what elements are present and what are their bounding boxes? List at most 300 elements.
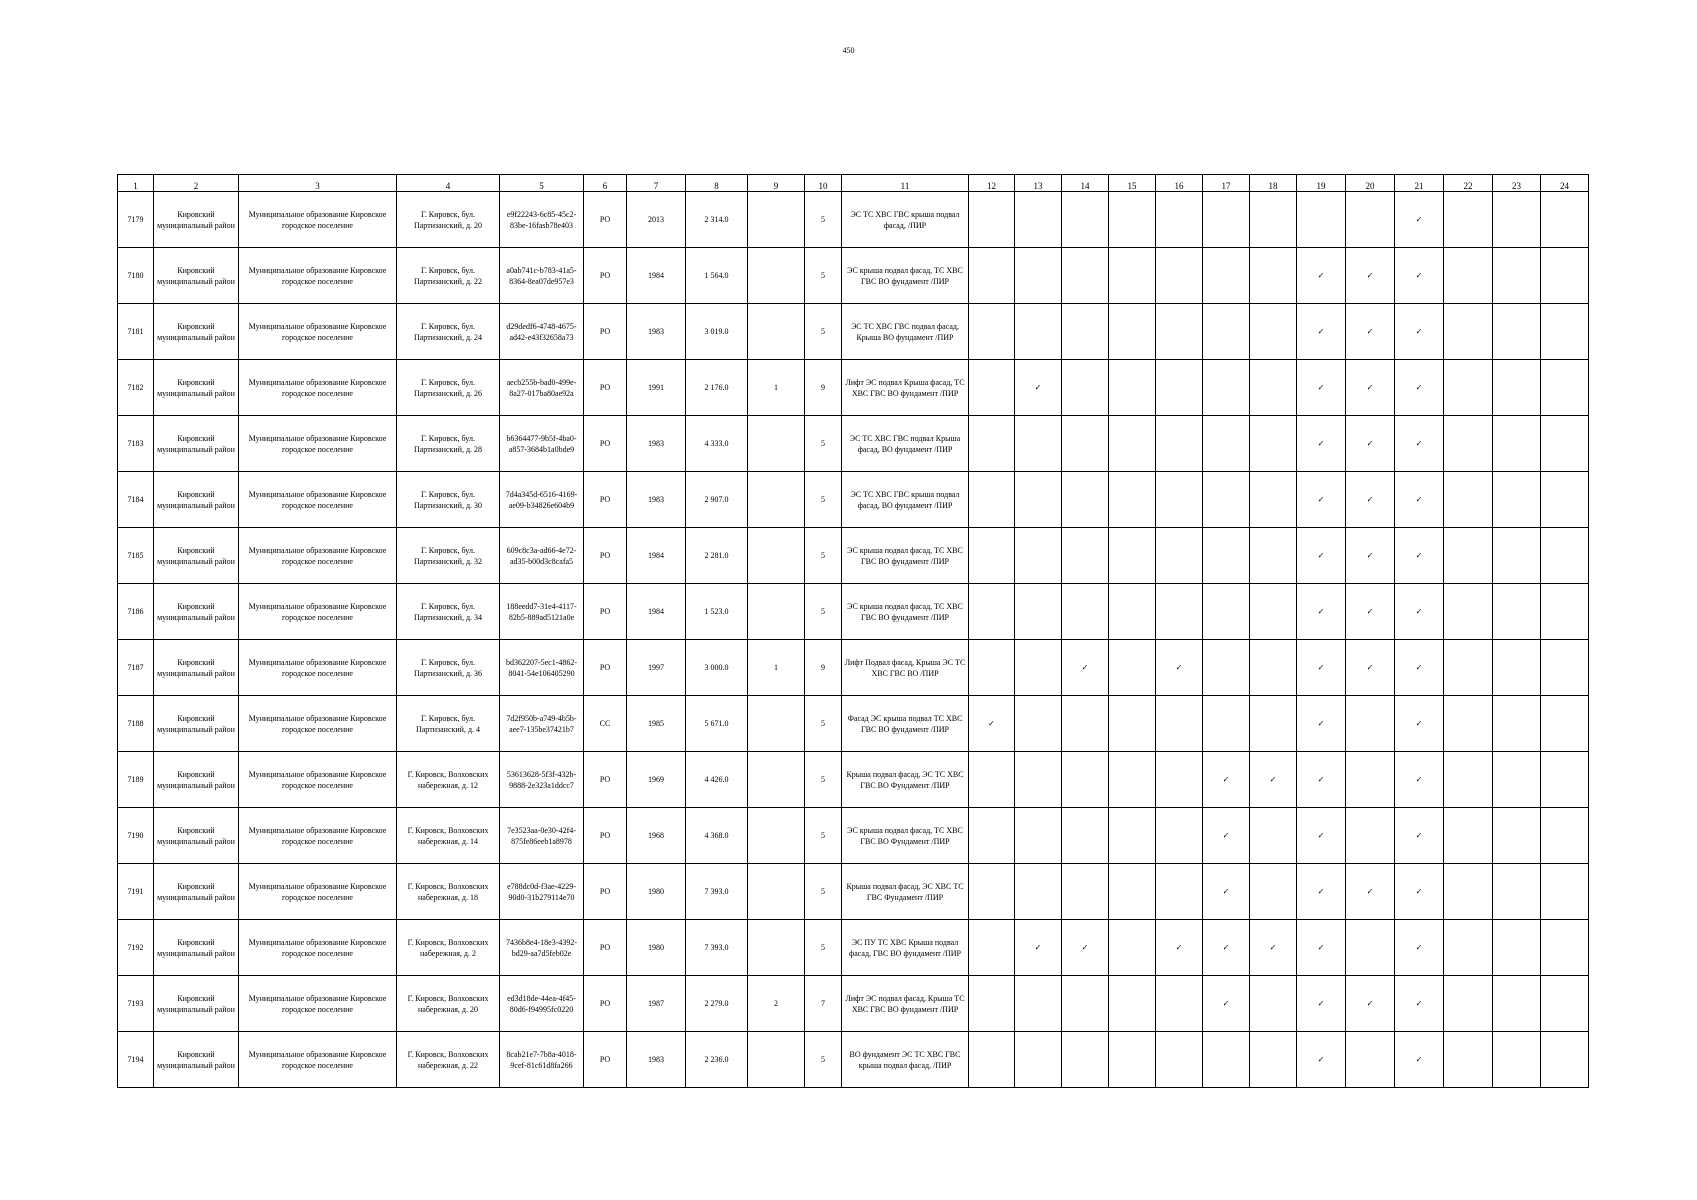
work-column-20-cell [1346,584,1395,640]
work-column-15-cell [1109,920,1156,976]
check-mark-icon: ✓ [1222,831,1230,840]
type-cell: РО [584,864,627,920]
work-column-24-cell [1541,752,1589,808]
work-column-12-cell [969,752,1015,808]
address-cell: Г. Кировск, бул. Партизанский, д. 36 [397,640,500,696]
year-cell: 1984 [627,528,686,584]
municipality-cell: Муниципальное образование Кировское городское поселение [239,416,397,472]
works-cell: ЭС ТС ХВС ГВС крыша подвал фасад, ВО фундамент /ПИР [842,472,969,528]
work-column-18-cell [1250,976,1297,1032]
work-column-17-cell [1203,864,1250,920]
work-column-24-cell [1541,920,1589,976]
type-cell: РО [584,416,627,472]
lift-count-cell: 1 [748,360,805,416]
district-cell: Кировский муниципальный район [154,304,239,360]
column-number: 19 [1297,175,1346,192]
work-column-15-cell [1109,584,1156,640]
check-mark-icon: ✓ [1366,551,1374,560]
district-cell: Кировский муниципальный район [154,976,239,1032]
work-column-23-cell [1493,976,1541,1032]
work-column-22-cell [1444,304,1493,360]
address-cell: Г. Кировск, бул. Партизанский, д. 4 [397,696,500,752]
area-cell: 2 176.0 [686,360,748,416]
work-column-20-cell [1346,304,1395,360]
district-cell: Кировский муниципальный район [154,864,239,920]
check-mark-icon: ✓ [1415,831,1423,840]
work-column-15-cell [1109,752,1156,808]
work-column-20-cell [1346,472,1395,528]
work-column-16-cell [1156,864,1203,920]
area-cell: 2 236.0 [686,1032,748,1088]
work-column-17-cell [1203,360,1250,416]
check-mark-icon: ✓ [1415,607,1423,616]
lift-count-cell [748,192,805,248]
year-cell: 1968 [627,808,686,864]
work-column-22-cell [1444,808,1493,864]
work-column-24-cell [1541,808,1589,864]
lift-count-cell [748,304,805,360]
check-mark-icon: ✓ [1366,495,1374,504]
column-number: 6 [584,175,627,192]
column-number: 2 [154,175,239,192]
object-code-cell: 609c8c3a-ad66-4e72-ad35-b00d3c8cafa5 [500,528,584,584]
check-mark-icon: ✓ [1222,887,1230,896]
lift-count-cell: 2 [748,976,805,1032]
table-row [118,752,1589,808]
check-mark-icon: ✓ [1366,663,1374,672]
page-number: 450 [842,46,855,55]
column-number: 13 [1015,175,1062,192]
check-mark-icon: ✓ [1317,943,1325,952]
work-column-24-cell [1541,360,1589,416]
municipality-cell: Муниципальное образование Кировское городское поселение [239,808,397,864]
object-code-cell: a0ab741c-b783-41a5-8364-8ea07de957e3 [500,248,584,304]
work-column-23-cell [1493,416,1541,472]
work-column-20-cell [1346,752,1395,808]
district-cell: Кировский муниципальный район [154,920,239,976]
year-cell: 1985 [627,696,686,752]
floors-cell: 5 [805,248,842,304]
check-mark-icon: ✓ [1175,943,1183,952]
works-cell: Лифт Подвал фасад, Крыша ЭС ТС ХВС ГВС ВО /ПИР [842,640,969,696]
work-column-13-cell [1015,976,1062,1032]
work-column-19-cell [1297,192,1346,248]
check-mark-icon: ✓ [1269,943,1277,952]
lift-count-cell [748,584,805,640]
address-cell: Г. Кировск, Волховских набережная, д. 2 [397,920,500,976]
floors-cell: 7 [805,976,842,1032]
type-cell: РО [584,584,627,640]
check-mark-icon: ✓ [1366,607,1374,616]
work-column-12-cell [969,416,1015,472]
work-column-21-cell [1395,472,1444,528]
type-cell: РО [584,360,627,416]
work-column-17-cell [1203,696,1250,752]
work-column-21-cell [1395,752,1444,808]
work-column-15-cell [1109,976,1156,1032]
table-row [118,304,1589,360]
check-mark-icon: ✓ [1366,383,1374,392]
work-column-19-cell [1297,920,1346,976]
work-column-24-cell [1541,864,1589,920]
type-cell: РО [584,1032,627,1088]
row-number: 7181 [118,304,154,360]
check-mark-icon: ✓ [1366,327,1374,336]
work-column-14-cell [1062,976,1109,1032]
floors-cell: 9 [805,360,842,416]
table-row [118,696,1589,752]
check-mark-icon: ✓ [1415,551,1423,560]
work-column-24-cell [1541,584,1589,640]
work-column-19-cell [1297,864,1346,920]
work-column-14-cell [1062,192,1109,248]
object-code-cell: e788dc0d-f3ae-4229-90d0-31b279114e70 [500,864,584,920]
municipality-cell: Муниципальное образование Кировское городское поселение [239,920,397,976]
work-column-23-cell [1493,192,1541,248]
work-column-22-cell [1444,472,1493,528]
work-column-20-cell [1346,528,1395,584]
work-column-23-cell [1493,472,1541,528]
work-column-17-cell [1203,416,1250,472]
check-mark-icon: ✓ [1415,887,1423,896]
floors-cell: 5 [805,920,842,976]
work-column-21-cell [1395,976,1444,1032]
address-cell: Г. Кировск, бул. Партизанский, д. 30 [397,472,500,528]
check-mark-icon: ✓ [1366,439,1374,448]
check-mark-icon: ✓ [988,719,995,728]
floors-cell: 5 [805,696,842,752]
district-cell: Кировский муниципальный район [154,584,239,640]
works-cell: ЭС ТС ХВС ГВС подвал Крыша фасад, ВО фундамент /ПИР [842,416,969,472]
work-column-20-cell [1346,920,1395,976]
work-column-12-cell [969,1032,1015,1088]
work-column-19-cell [1297,360,1346,416]
column-number: 16 [1156,175,1203,192]
work-column-24-cell [1541,472,1589,528]
work-column-21-cell [1395,248,1444,304]
area-cell: 4 333.0 [686,416,748,472]
table-row [118,416,1589,472]
type-cell: РО [584,976,627,1032]
municipality-cell: Муниципальное образование Кировское городское поселение [239,752,397,808]
check-mark-icon: ✓ [1317,495,1325,504]
area-cell: 4 426.0 [686,752,748,808]
work-column-16-cell [1156,920,1203,976]
work-column-17-cell [1203,1032,1250,1088]
work-column-23-cell [1493,248,1541,304]
work-column-24-cell [1541,248,1589,304]
table-row [118,1032,1589,1088]
municipality-cell: Муниципальное образование Кировское городское поселение [239,360,397,416]
work-column-19-cell [1297,696,1346,752]
work-column-16-cell [1156,360,1203,416]
work-column-15-cell [1109,360,1156,416]
work-column-15-cell [1109,696,1156,752]
work-column-13-cell [1015,752,1062,808]
column-number: 8 [686,175,748,192]
work-column-15-cell [1109,472,1156,528]
check-mark-icon: ✓ [1415,215,1423,224]
floors-cell: 5 [805,584,842,640]
work-column-18-cell [1250,752,1297,808]
work-column-12-cell [969,248,1015,304]
work-column-15-cell [1109,528,1156,584]
floors-cell: 5 [805,304,842,360]
work-column-12-cell [969,640,1015,696]
check-mark-icon: ✓ [1415,271,1423,280]
area-cell: 3 000.0 [686,640,748,696]
work-column-14-cell [1062,416,1109,472]
work-column-20-cell [1346,416,1395,472]
object-code-cell: d29dedf6-4748-4675-ad42-e43f32658a73 [500,304,584,360]
type-cell: РО [584,472,627,528]
municipality-cell: Муниципальное образование Кировское городское поселение [239,528,397,584]
check-mark-icon: ✓ [1415,439,1423,448]
check-mark-icon: ✓ [1317,831,1325,840]
work-column-23-cell [1493,864,1541,920]
work-column-14-cell [1062,360,1109,416]
work-column-13-cell [1015,864,1062,920]
area-cell: 2 907.0 [686,472,748,528]
work-column-21-cell [1395,1032,1444,1088]
work-column-22-cell [1444,864,1493,920]
work-column-14-cell [1062,1032,1109,1088]
type-cell: РО [584,248,627,304]
type-cell: РО [584,920,627,976]
work-column-14-cell [1062,248,1109,304]
lift-count-cell [748,472,805,528]
work-column-15-cell [1109,808,1156,864]
lift-count-cell [748,864,805,920]
column-number: 1 [118,175,154,192]
work-column-12-cell [969,584,1015,640]
column-number: 20 [1346,175,1395,192]
work-column-14-cell [1062,528,1109,584]
check-mark-icon: ✓ [1317,887,1325,896]
row-number: 7188 [118,696,154,752]
work-column-21-cell [1395,360,1444,416]
work-column-17-cell [1203,304,1250,360]
works-cell: ЭС ТС ХВС ГВС крыша подвал фасад, /ПИР [842,192,969,248]
area-cell: 4 368.0 [686,808,748,864]
area-cell: 2 314.0 [686,192,748,248]
column-number: 14 [1062,175,1109,192]
type-cell: РО [584,528,627,584]
work-column-13-cell [1015,360,1062,416]
work-column-18-cell [1250,640,1297,696]
work-column-22-cell [1444,752,1493,808]
work-column-23-cell [1493,304,1541,360]
works-cell: ВО фундамент ЭС ТС ХВС ГВС крыша подвал фасад, /ПИР [842,1032,969,1088]
row-number: 7189 [118,752,154,808]
work-column-24-cell [1541,304,1589,360]
work-column-14-cell [1062,304,1109,360]
column-number: 3 [239,175,397,192]
row-number: 7179 [118,192,154,248]
column-number: 11 [842,175,969,192]
work-column-18-cell [1250,808,1297,864]
row-number: 7183 [118,416,154,472]
address-cell: Г. Кировск, Волховских набережная, д. 12 [397,752,500,808]
year-cell: 2013 [627,192,686,248]
work-column-18-cell [1250,304,1297,360]
work-column-22-cell [1444,976,1493,1032]
work-column-16-cell [1156,472,1203,528]
type-cell: РО [584,752,627,808]
work-column-13-cell [1015,1032,1062,1088]
year-cell: 1984 [627,584,686,640]
work-column-15-cell [1109,1032,1156,1088]
work-column-24-cell [1541,1032,1589,1088]
works-cell: ЭС крыша подвал фасад, ТС ХВС ГВС ВО фундамент /ПИР [842,248,969,304]
work-column-21-cell [1395,528,1444,584]
check-mark-icon: ✓ [1415,775,1423,784]
work-column-20-cell [1346,808,1395,864]
work-column-19-cell [1297,304,1346,360]
check-mark-icon: ✓ [1317,551,1325,560]
works-cell: Крыша подвал фасад, ЭС ХВС ТС ГВС Фундамент /ПИР [842,864,969,920]
work-column-15-cell [1109,416,1156,472]
object-code-cell: b6364477-9b5f-4ba0-a857-3684b1a0bde9 [500,416,584,472]
work-column-17-cell [1203,752,1250,808]
table-row [118,808,1589,864]
row-number: 7194 [118,1032,154,1088]
row-number: 7193 [118,976,154,1032]
check-mark-icon: ✓ [1269,775,1277,784]
work-column-12-cell [969,696,1015,752]
work-column-19-cell [1297,752,1346,808]
district-cell: Кировский муниципальный район [154,752,239,808]
work-column-16-cell [1156,640,1203,696]
work-column-13-cell [1015,528,1062,584]
work-column-18-cell [1250,248,1297,304]
work-column-22-cell [1444,192,1493,248]
work-column-12-cell [969,920,1015,976]
district-cell: Кировский муниципальный район [154,472,239,528]
work-column-21-cell [1395,640,1444,696]
row-number: 7187 [118,640,154,696]
lift-count-cell [748,528,805,584]
address-cell: Г. Кировск, Волховских набережная, д. 18 [397,864,500,920]
work-column-15-cell [1109,640,1156,696]
column-number: 23 [1493,175,1541,192]
check-mark-icon: ✓ [1317,999,1325,1008]
table-row [118,360,1589,416]
column-number: 15 [1109,175,1156,192]
work-column-17-cell [1203,976,1250,1032]
work-column-16-cell [1156,752,1203,808]
check-mark-icon: ✓ [1415,663,1423,672]
work-column-19-cell [1297,416,1346,472]
work-column-19-cell [1297,976,1346,1032]
work-column-13-cell [1015,472,1062,528]
check-mark-icon: ✓ [1415,383,1423,392]
work-column-22-cell [1444,696,1493,752]
work-column-17-cell [1203,472,1250,528]
year-cell: 1983 [627,416,686,472]
check-mark-icon: ✓ [1415,495,1423,504]
work-column-17-cell [1203,584,1250,640]
row-number: 7192 [118,920,154,976]
work-column-20-cell [1346,864,1395,920]
work-column-12-cell [969,304,1015,360]
check-mark-icon: ✓ [1317,719,1325,728]
work-column-14-cell [1062,864,1109,920]
work-column-14-cell [1062,920,1109,976]
address-cell: Г. Кировск, бул. Партизанский, д. 24 [397,304,500,360]
type-cell: РО [584,640,627,696]
area-cell: 1 523.0 [686,584,748,640]
work-column-21-cell [1395,808,1444,864]
municipality-cell: Муниципальное образование Кировское городское поселение [239,1032,397,1088]
check-mark-icon: ✓ [1317,327,1325,336]
table-row [118,976,1589,1032]
floors-cell: 5 [805,472,842,528]
work-column-18-cell [1250,864,1297,920]
object-code-cell: 7e3523aa-0e30-42f4-875fe86eeb1a8978 [500,808,584,864]
work-column-23-cell [1493,920,1541,976]
work-column-12-cell [969,864,1015,920]
work-column-22-cell [1444,920,1493,976]
check-mark-icon: ✓ [1317,663,1325,672]
lift-count-cell: 1 [748,640,805,696]
column-number: 22 [1444,175,1493,192]
work-column-24-cell [1541,528,1589,584]
floors-cell: 9 [805,640,842,696]
row-number: 7186 [118,584,154,640]
district-cell: Кировский муниципальный район [154,416,239,472]
district-cell: Кировский муниципальный район [154,640,239,696]
row-number: 7191 [118,864,154,920]
work-column-14-cell [1062,584,1109,640]
check-mark-icon: ✓ [1317,439,1325,448]
check-mark-icon: ✓ [1366,999,1374,1008]
municipality-cell: Муниципальное образование Кировское городское поселение [239,248,397,304]
work-column-18-cell [1250,920,1297,976]
check-mark-icon: ✓ [1415,943,1423,952]
work-column-21-cell [1395,192,1444,248]
district-cell: Кировский муниципальный район [154,248,239,304]
work-column-20-cell [1346,976,1395,1032]
work-column-20-cell [1346,696,1395,752]
work-column-19-cell [1297,808,1346,864]
work-column-22-cell [1444,248,1493,304]
object-code-cell: bd362207-5ec1-4862-8041-54e106405290 [500,640,584,696]
object-code-cell: ed3d18de-44ea-4f45-80d6-f94995fc0220 [500,976,584,1032]
work-column-12-cell [969,528,1015,584]
column-number: 10 [805,175,842,192]
work-column-21-cell [1395,920,1444,976]
area-cell: 3 019.0 [686,304,748,360]
floors-cell: 5 [805,808,842,864]
check-mark-icon: ✓ [1034,943,1042,952]
work-column-17-cell [1203,248,1250,304]
work-column-24-cell [1541,696,1589,752]
object-code-cell: aecb255b-bad0-499e-8a27-017ba80ae92a [500,360,584,416]
year-cell: 1983 [627,304,686,360]
work-column-19-cell [1297,248,1346,304]
work-column-12-cell [969,472,1015,528]
lift-count-cell [748,920,805,976]
work-column-16-cell [1156,192,1203,248]
lift-count-cell [748,416,805,472]
work-column-20-cell [1346,1032,1395,1088]
lift-count-cell [748,248,805,304]
work-column-14-cell [1062,472,1109,528]
year-cell: 1987 [627,976,686,1032]
row-number: 7184 [118,472,154,528]
year-cell: 1991 [627,360,686,416]
